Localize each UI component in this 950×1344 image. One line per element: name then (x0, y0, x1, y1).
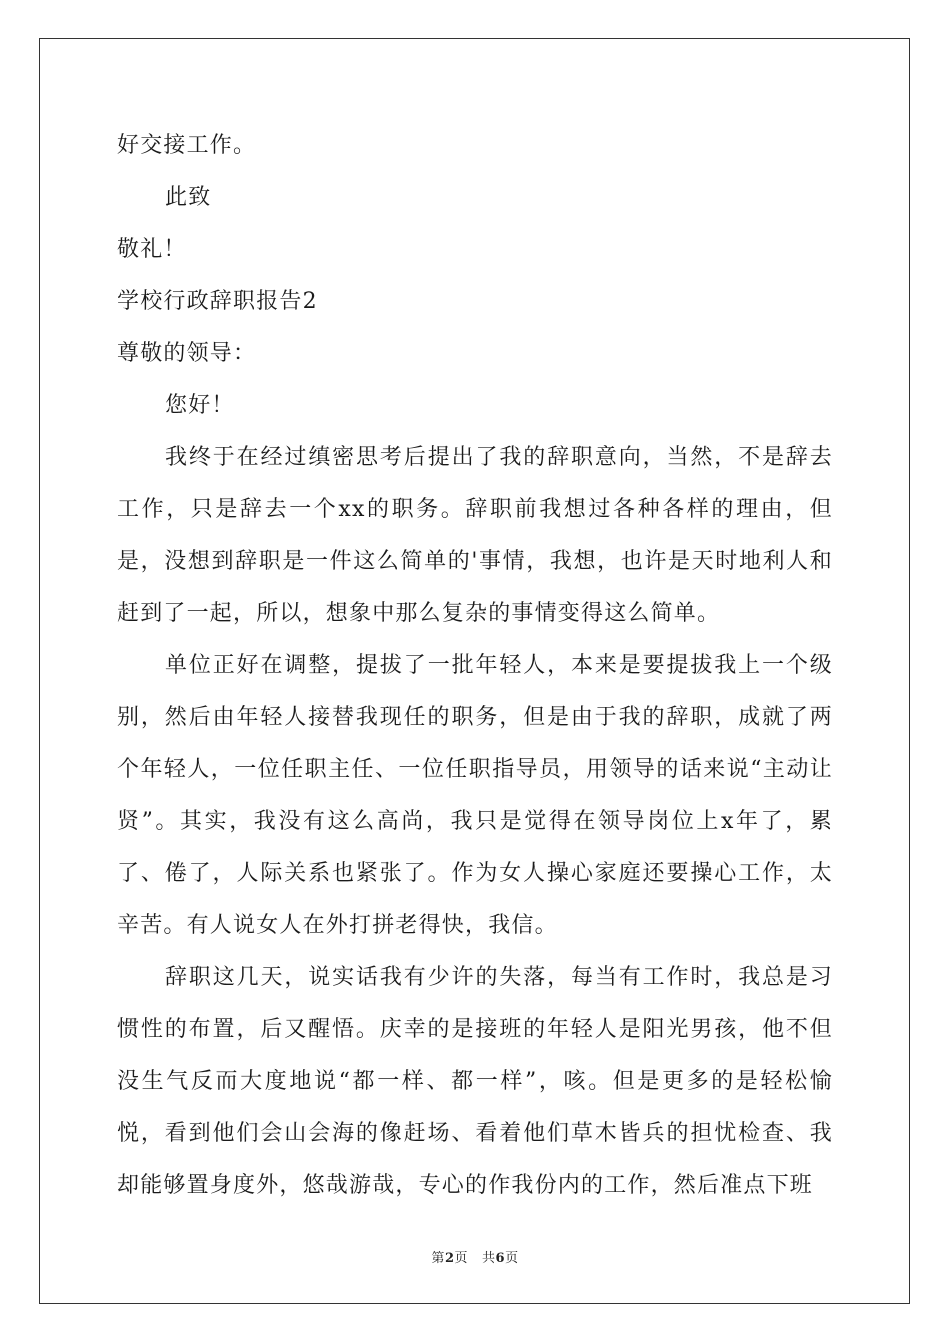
page-total: 6 (495, 1251, 506, 1266)
page-suffix: 页 (454, 1251, 468, 1266)
paragraph-body-3: 辞职这几天，说实话我有少许的失落，每当有工作时，我总是习惯性的布置，后又醒悟。庆幸的是接班的年轻人是阳光男孩，他不但没生气反而大度地说“都一样、都一样”，咳。但是更多的是轻松愉悦，看到他们会山会海的像赶场、看着他们草木皆兵的担忧检查、我却能够置身度外，悠哉游哉，专心的作我份内的工作，然后准点下班 (117, 965, 833, 1198)
paragraph-addressee: 尊敬的领导： (117, 341, 257, 366)
page-current: 2 (444, 1251, 455, 1266)
paragraph-greeting: 您好！ (165, 393, 235, 418)
paragraph-body-1: 我终于在经过缜密思考后提出了我的辞职意向，当然，不是辞去工作，只是辞去一个xx的职务。辞职前我想过各种各样的理由，但是，没想到辞职是一件这么简单的'事情，我想，也许是天时地利人和赶到了一起，所以，想象中那么复杂的事情变得这么简单。 (117, 445, 833, 626)
section-title: 学校行政辞职报告2 (117, 289, 318, 314)
document-body (117, 120, 833, 1212)
paragraph-closing-line: 好交接工作。 (117, 133, 257, 158)
page-prefix: 第 (431, 1251, 445, 1266)
total-suffix: 页 (505, 1251, 519, 1266)
paragraph-salutation-jingli: 敬礼！ (117, 237, 187, 262)
paragraph-body-2: 单位正好在调整，提拔了一批年轻人，本来是要提拔我上一个级别，然后由年轻人接替我现任的职务，但是由于我的辞职，成就了两个年轻人，一位任职主任、一位任职指导员，用领导的话来说“主动让贤”。其实，我没有这么高尚，我只是觉得在领导岗位上x年了，累了、倦了，人际关系也紧张了。作为女人操心家庭还要操心工作，太辛苦。有人说女人在外打拼老得快，我信。 (117, 653, 833, 938)
page-footer (0, 1247, 950, 1266)
total-prefix: 共 (482, 1251, 496, 1266)
paragraph-salutation-cizhi: 此致 (165, 185, 212, 210)
